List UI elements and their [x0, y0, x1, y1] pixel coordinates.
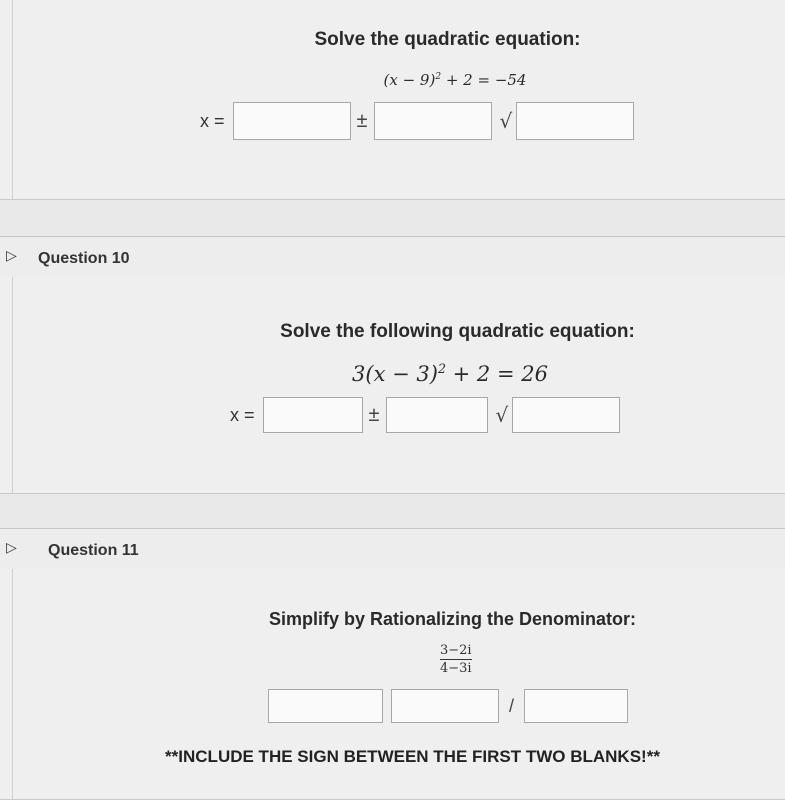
q10-equation — [0, 361, 785, 386]
q9-blank-2[interactable] — [374, 102, 492, 140]
q9-equation — [0, 71, 785, 89]
chevron-right-icon[interactable]: ▷ — [6, 539, 17, 555]
q10-x-label: x = — [230, 404, 255, 425]
q9-sqrt-symbol: √ — [499, 109, 513, 133]
q10-equation-exponent: 2 — [437, 361, 446, 376]
q11-denominator: 4−3i — [440, 661, 472, 676]
chevron-right-icon[interactable]: ▷ — [6, 247, 17, 263]
q10-blank-1[interactable] — [263, 397, 363, 433]
q9-x-label: x = — [200, 110, 225, 131]
q10-equation-base: 3(x − 3) — [352, 362, 438, 386]
question-10-card — [0, 277, 785, 494]
q11-note: **INCLUDE THE SIGN BETWEEN THE FIRST TWO BLANKS!** — [165, 747, 660, 766]
q11-blank-1[interactable] — [268, 689, 383, 723]
q9-blank-3[interactable] — [516, 102, 634, 140]
q10-equation-rest: + 2 = 26 — [445, 362, 548, 386]
q9-blank-1[interactable] — [233, 102, 351, 140]
q9-equation-base: (x − 9) — [383, 71, 436, 89]
q10-answer-row — [230, 397, 620, 433]
q9-equation-rest: + 2 = −54 — [441, 71, 527, 89]
q11-fraction — [440, 643, 472, 676]
q10-title: Question 10 — [38, 250, 130, 267]
question-11-card — [0, 569, 785, 800]
q10-sqrt-symbol: √ — [495, 403, 509, 427]
q9-instruction: Solve the quadratic equation: — [314, 29, 581, 50]
q10-blank-2[interactable] — [386, 397, 488, 433]
question-10-header[interactable] — [0, 236, 785, 278]
question-11-header[interactable] — [0, 528, 785, 570]
q9-answer-row — [200, 102, 634, 140]
q9-plus-minus: ± — [356, 109, 368, 132]
q10-blank-3[interactable] — [512, 397, 620, 433]
q11-answer-row — [268, 689, 628, 723]
q11-blank-3[interactable] — [524, 689, 628, 723]
q11-slash: / — [509, 695, 515, 716]
q11-numerator: 3−2i — [440, 643, 472, 658]
question-9-card — [0, 0, 785, 200]
fraction-bar — [440, 659, 472, 660]
q11-blank-2[interactable] — [391, 689, 499, 723]
q11-title: Question 11 — [48, 542, 139, 559]
q9-equation-exponent: 2 — [435, 72, 442, 82]
q11-instruction: Simplify by Rationalizing the Denominator: — [268, 609, 637, 629]
q10-instruction: Solve the following quadratic equation: — [280, 321, 635, 342]
q10-plus-minus: ± — [368, 403, 380, 426]
